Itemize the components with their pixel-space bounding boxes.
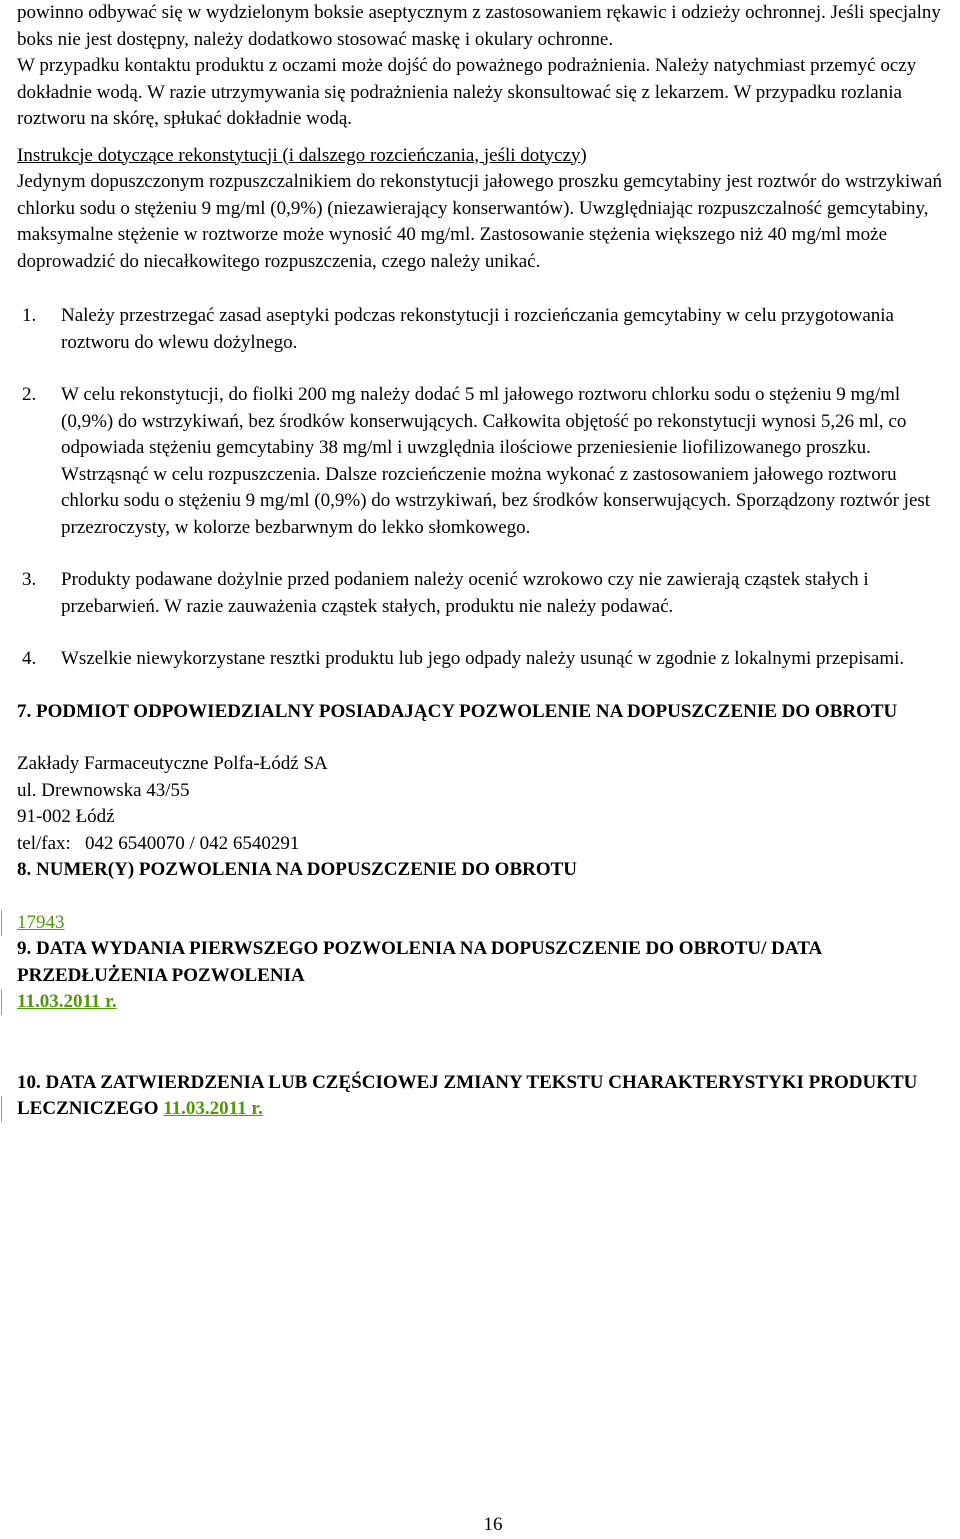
list-item bbox=[17, 567, 957, 620]
section-10-heading: 10. DATA ZATWIERDZENIA LUB CZĘŚCIOWEJ ZMIANY TEKSTU CHARAKTERYSTYKI PRODUKTU LECZNICZEGO bbox=[17, 1071, 918, 1119]
instructions-body: Jedynym dopuszczonym rozpuszczalnikiem do rekonstytucji jałowego proszku gemcytabiny jest roztwór do wstrzykiwań chlorku sodu o stężeniu 9 mg/ml (0,9%) (niezawierający konserwantów). Uwzględniając rozpuszczalność gemcytabiny, maksymalne stężenie w roztworze może wynosić 40 mg/ml. Zastosowanie stężenia większego niż 40 mg/ml może doprowadzić do niecałkowitego rozpuszczenia, czego należy unikać. bbox=[17, 171, 942, 272]
step-text: W celu rekonstytucji, do fiolki 200 mg należy dodać 5 ml jałowego roztworu chlorku sodu o stężeniu 9 mg/ml (0,9%) do wstrzykiwań, bez środków konserwujących. Całkowita objętość po rekonstytucji wynosi 5,26 ml, co odpowiada stężeniu gemcytabiny 38 mg/ml i uwzględnia ilościowe przeniesienie liofilizowanego proszku. Wstrząsnąć w celu rozpuszczenia. Dalsze rozcieńczenie można wykonać z zastosowaniem jałowego roztworu chlorku sodu o stężeniu 9 mg/ml (0,9%) do wstrzykiwań, bez środków konserwujących. Sporządzony roztwór jest przezroczysty, w kolorze bezbarwnym do lekko słomkowego. bbox=[61, 384, 931, 538]
section-9-date-line bbox=[17, 989, 957, 1016]
company-city: 91-002 Łódź bbox=[17, 806, 115, 827]
company-phone: tel/fax: 042 6540070 / 042 6540291 bbox=[17, 832, 300, 854]
section-10 bbox=[17, 1070, 957, 1123]
document-page bbox=[17, 0, 957, 1123]
intro-paragraph-1: powinno odbywać się w wydzielonym boksie aseptycznym z zastosowaniem rękawic i odzieży ochronnej. Jeśli specjalny boks nie jest dostępny, należy dodatkowo stosować maskę i okulary ochronne. bbox=[17, 2, 941, 50]
step-text: Wszelkie niewykorzystane resztki produktu lub jego odpady należy usunąć w zgodnie z lokalnymi przepisami. bbox=[61, 648, 905, 669]
list-item bbox=[17, 382, 957, 541]
steps-list bbox=[17, 303, 957, 673]
step-number: 2. bbox=[22, 384, 37, 405]
change-bar bbox=[1, 910, 2, 936]
company-name: Zakłady Farmaceutyczne Polfa-Łódź SA bbox=[17, 753, 328, 774]
section-8-heading: 8. NUMER(Y) POZWOLENIA NA DOPUSZCZENIE DO OBROTU bbox=[17, 859, 578, 880]
permit-number: 17943 bbox=[17, 911, 65, 933]
step-text: Należy przestrzegać zasad aseptyki podczas rekonstytucji i rozcieńczania gemcytabiny w celu przygotowania roztworu do wlewu dożylnego. bbox=[61, 305, 894, 353]
step-text: Produkty podawane dożylnie przed podaniem należy ocenić wzrokowo czy nie zawierają cząstek stałych i przebarwień. W razie zauważenia cząstek stałych, produktu nie należy podawać. bbox=[61, 569, 869, 617]
change-bar bbox=[1, 1096, 2, 1122]
section-7-heading: 7. PODMIOT ODPOWIEDZIALNY POSIADAJĄCY POZWOLENIE NA DOPUSZCZENIE DO OBROTU bbox=[17, 700, 898, 722]
page-number: 16 bbox=[483, 1514, 503, 1535]
list-item bbox=[17, 646, 957, 673]
permit-number-line bbox=[17, 910, 957, 937]
section-9-date: 11.03.2011 r. bbox=[17, 991, 117, 1012]
company-address bbox=[17, 751, 957, 857]
company-street: ul. Drewnowska 43/55 bbox=[17, 779, 190, 801]
intro-paragraph-2: W przypadku kontaktu produktu z oczami może dojść do poważnego podrażnienia. Należy natychmiast przemyć oczy dokładnie wodą. W razie utrzymywania się podrażnienia należy skonsultować się z lekarzem. W przypadku rozlania roztworu na skórę, spłukać dokładnie wodą. bbox=[17, 55, 917, 129]
section-9-heading: 9. DATA WYDANIA PIERWSZEGO POZWOLENIA NA DOPUSZCZENIE DO OBROTU/ DATA PRZEDŁUŻENIA POZWOLENIA bbox=[17, 938, 822, 986]
step-number: 3. bbox=[22, 569, 37, 590]
list-item bbox=[17, 303, 957, 356]
section-10-date: 11.03.2011 r. bbox=[163, 1098, 263, 1119]
step-number: 4. bbox=[22, 648, 37, 669]
instructions-heading: Instrukcje dotyczące rekonstytucji (i dalszego rozcieńczania, jeśli dotyczy) bbox=[17, 144, 587, 166]
change-bar bbox=[1, 989, 2, 1015]
step-number: 1. bbox=[22, 305, 37, 326]
